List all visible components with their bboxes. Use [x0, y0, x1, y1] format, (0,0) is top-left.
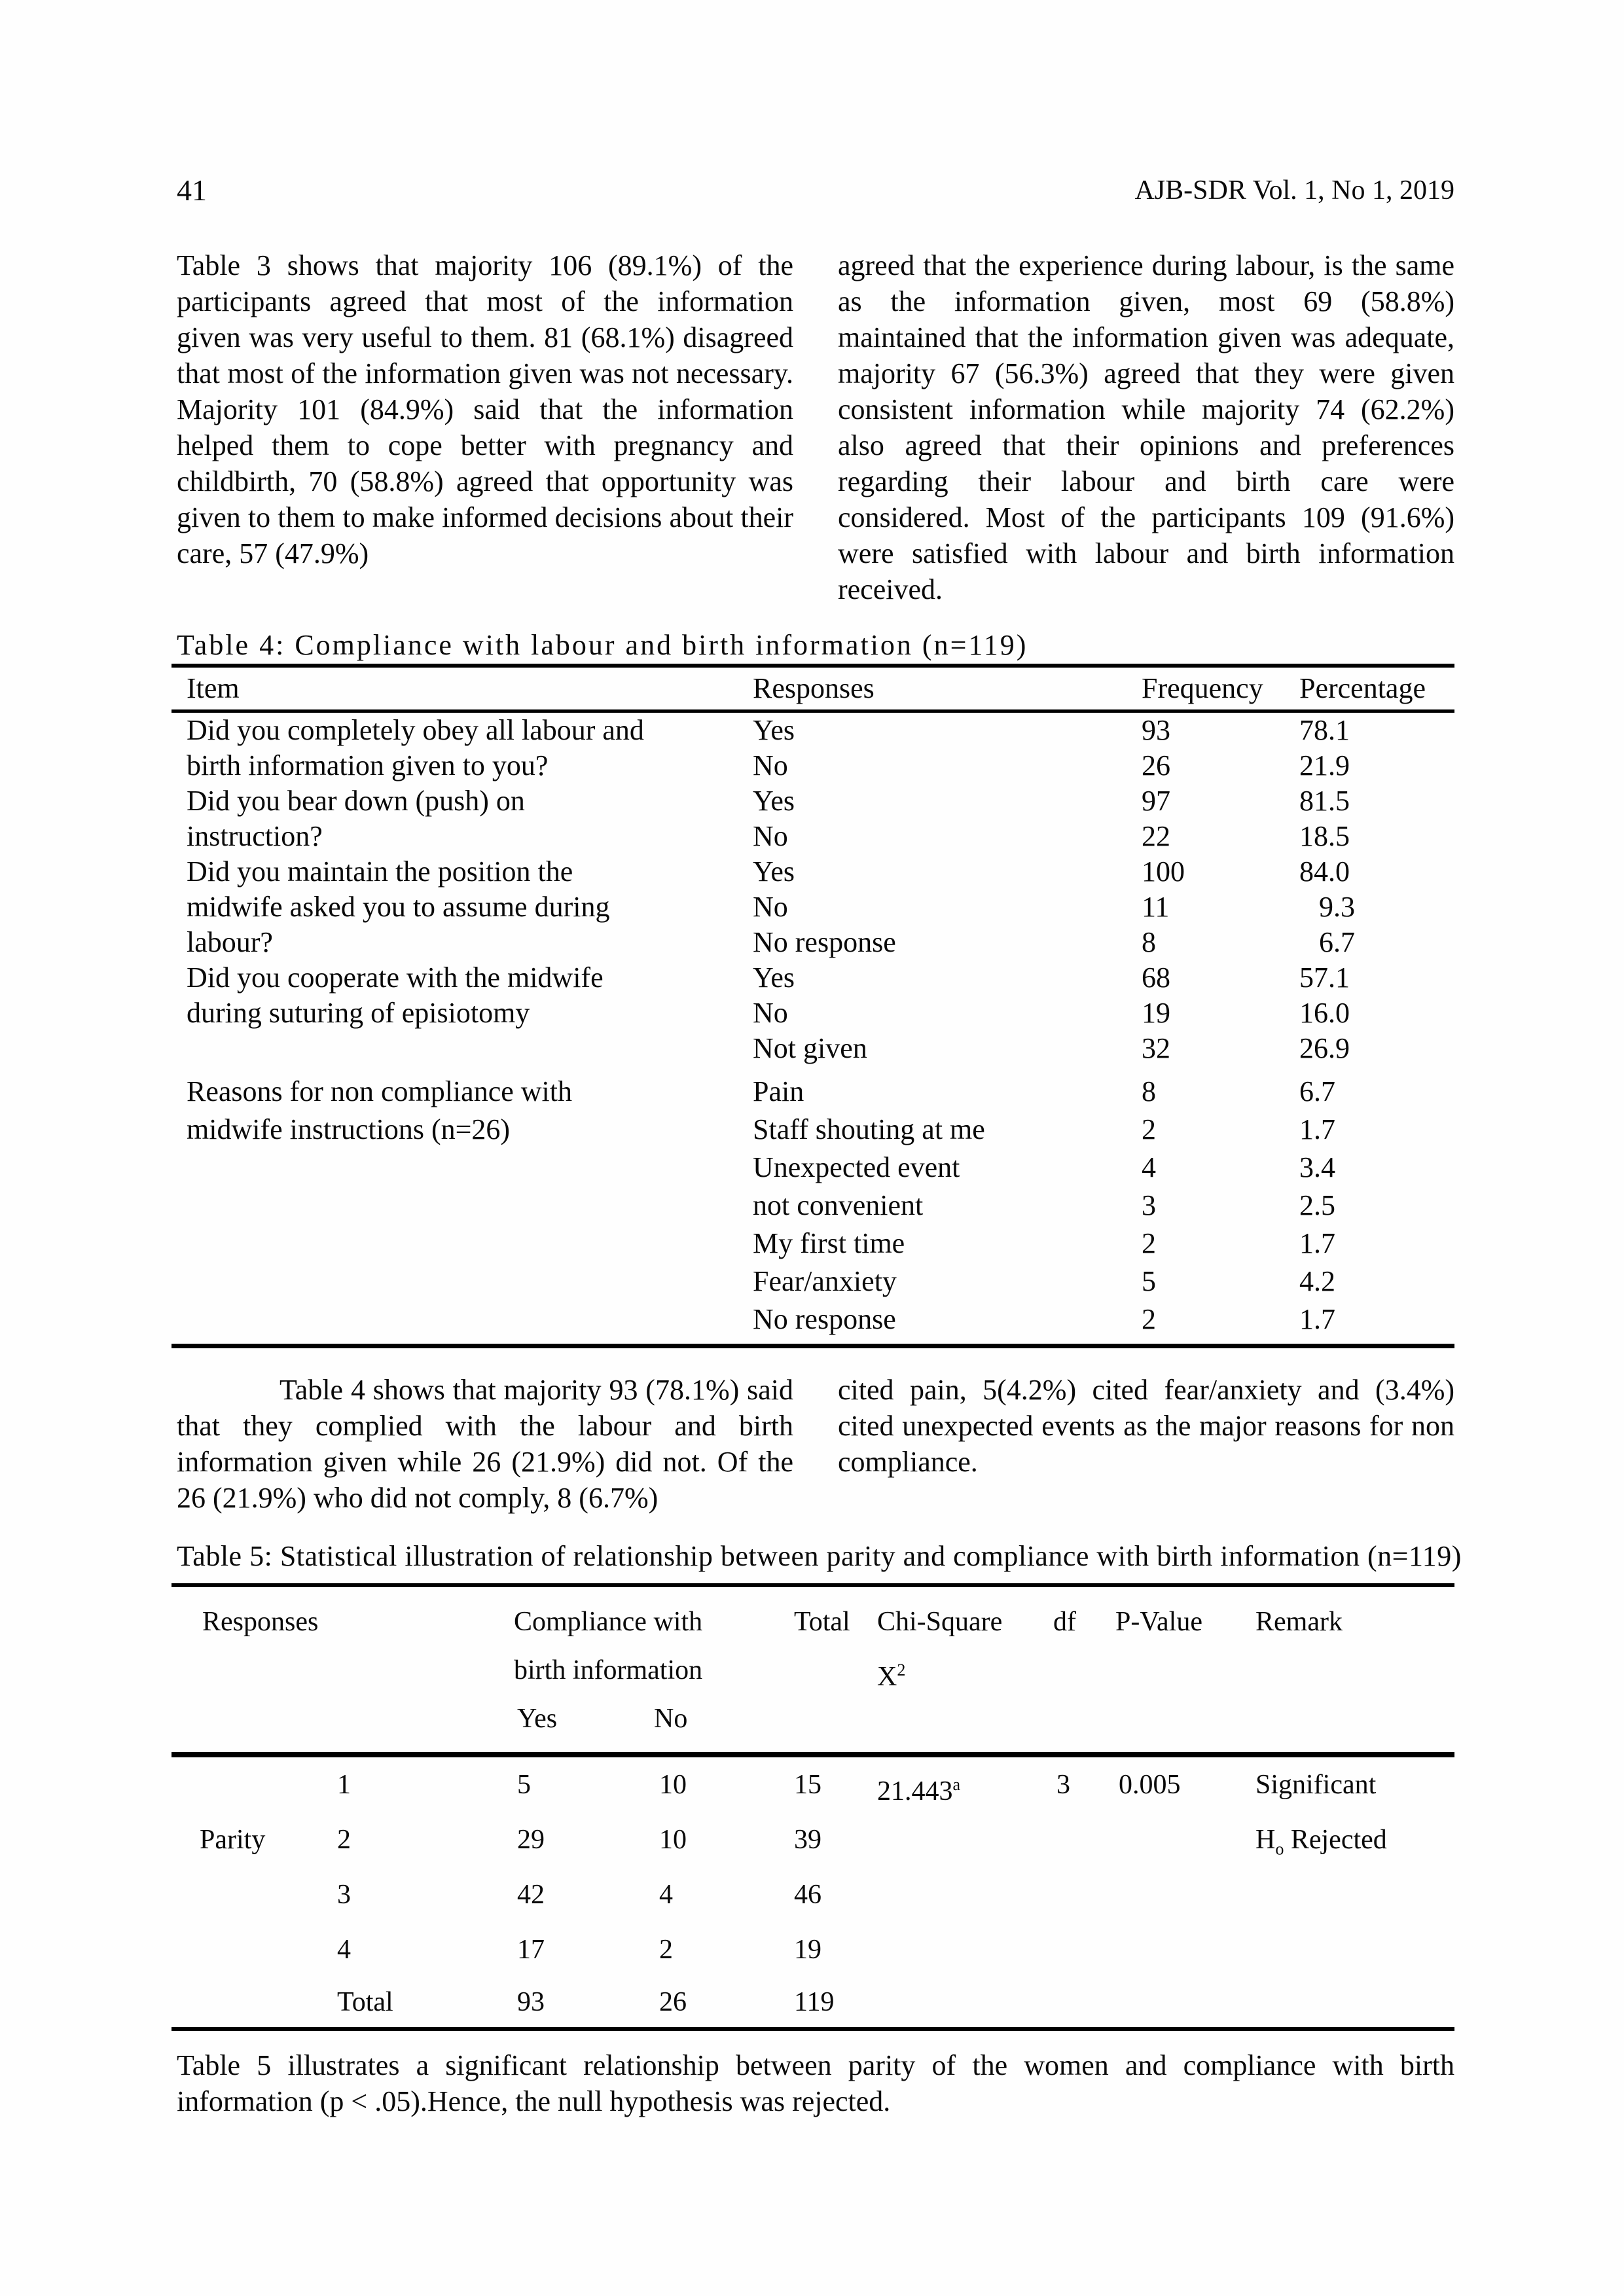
- chi-superscript: 2: [897, 1660, 906, 1679]
- table4-frequency-cell: 93: [1142, 714, 1170, 746]
- table4-item-cell: labour?: [187, 926, 273, 958]
- table-row: [171, 1225, 1454, 1263]
- table-row: [171, 1073, 1454, 1111]
- table4-percentage-cell: 4.2: [1299, 1265, 1335, 1297]
- table4-percentage-cell: 3.4: [1299, 1151, 1335, 1183]
- page-number: 41: [177, 173, 207, 207]
- table4-frequency-cell: 11: [1142, 891, 1170, 923]
- table-row: [171, 713, 1454, 748]
- table4-response-cell: No response: [753, 1303, 896, 1335]
- table4-frequency-cell: 22: [1142, 820, 1170, 852]
- table4-percentage-cell: 26.9: [1299, 1032, 1350, 1064]
- table4-response-cell: not convenient: [753, 1189, 924, 1221]
- table5-yes-cell: 5: [517, 1770, 531, 1800]
- table-row: [171, 819, 1454, 854]
- table5-parity-cell: 4: [337, 1935, 351, 1965]
- table5-header-chi-symbol: [877, 1654, 905, 1693]
- table-row: [171, 1977, 1454, 2027]
- table-row: [171, 748, 1454, 783]
- chi-value-superscript: a: [952, 1775, 961, 1794]
- table5-total-cell: 19: [794, 1935, 821, 1965]
- table5-no-cell: 26: [659, 1987, 687, 2017]
- table4-response-cell: No response: [753, 926, 896, 958]
- table4-percentage-cell: 2.5: [1299, 1189, 1335, 1221]
- table-row: [171, 1757, 1454, 1812]
- table5-yes-cell: 17: [517, 1935, 545, 1965]
- table4-response-cell: Fear/anxiety: [753, 1265, 897, 1297]
- table4-response-cell: No: [753, 997, 788, 1029]
- table4-frequency-cell: 2: [1142, 1113, 1156, 1145]
- table4-frequency-cell: 32: [1142, 1032, 1170, 1064]
- table4-frequency-cell: 100: [1142, 855, 1185, 888]
- table4-frequency-cell: 2: [1142, 1227, 1156, 1259]
- table-row: [171, 1300, 1454, 1338]
- table4-item-cell: Did you bear down (push) on: [187, 785, 525, 817]
- table-row: [171, 889, 1454, 925]
- table-row: [171, 1812, 1454, 1867]
- table5-p-cell: 0.005: [1119, 1770, 1181, 1800]
- table5-header-p-value: P-Value: [1115, 1607, 1202, 1637]
- table5-header-row-2: [171, 1654, 1454, 1702]
- table5-header-remark: Remark: [1255, 1607, 1343, 1637]
- table5-header-row-3: [171, 1702, 1454, 1752]
- table4-percentage-cell: 6.7: [1319, 926, 1355, 958]
- table4-percentage-cell: 1.7: [1299, 1227, 1335, 1259]
- table5-header-compliance-line1: Compliance with: [514, 1607, 703, 1637]
- table5-discussion-paragraph: Table 5 illustrates a significant relationship between parity of the women and compliance with birth information (p < .05).Hence, the null hypothesis was rejected.: [177, 2049, 1454, 2117]
- table4-response-cell: Unexpected event: [753, 1151, 960, 1183]
- table5-parity-cell: 3: [337, 1880, 351, 1910]
- table4-discussion-left-column: Table 4 shows that majority 93 (78.1%) said that they complied with the labour and birth information given while 26 (21.9%) did not. Of the 26 (21.9%) who did not comply, 8 (6.7%): [177, 1374, 793, 1514]
- table4-frequency-cell: 8: [1142, 1075, 1156, 1107]
- table5-total-cell: 119: [794, 1987, 835, 2017]
- table4-frequency-cell: 4: [1142, 1151, 1156, 1183]
- table4-percentage-cell: 57.1: [1299, 961, 1350, 994]
- remark-rest: Rejected: [1284, 1825, 1387, 1855]
- table5-parity-cell: 1: [337, 1770, 351, 1800]
- table4-header-frequency: Frequency: [1142, 672, 1263, 704]
- remark-subscript: o: [1275, 1839, 1284, 1859]
- table5-mid-rule: [171, 1752, 1454, 1757]
- table5-remark-cell: Significant: [1255, 1770, 1377, 1800]
- table4-response-cell: Yes: [753, 785, 795, 817]
- table-row: [171, 1111, 1454, 1149]
- table5-header-total: Total: [794, 1607, 850, 1637]
- table4-frequency-cell: 97: [1142, 785, 1170, 817]
- table4-discussion-right-column: cited pain, 5(4.2%) cited fear/anxiety and (3.4%) cited unexpected events as the major reasons for non compliance.: [838, 1374, 1454, 1478]
- table4-discussion-paragraph: [177, 1372, 1454, 1516]
- table4-frequency-cell: 3: [1142, 1189, 1156, 1221]
- table4-percentage-cell: 84.0: [1299, 855, 1350, 888]
- table4-percentage-cell: 21.9: [1299, 749, 1350, 781]
- table4: [171, 664, 1454, 1348]
- table4-item-cell: birth information given to you?: [187, 749, 549, 781]
- table4-frequency-cell: 19: [1142, 997, 1170, 1029]
- table5-chi-value: [877, 1757, 960, 1819]
- table4-frequency-cell: 5: [1142, 1265, 1156, 1297]
- table4-bottom-rule: [171, 1344, 1454, 1348]
- table5-total-cell: 46: [794, 1880, 821, 1910]
- table4-frequency-cell: 68: [1142, 961, 1170, 994]
- table4-response-cell: No: [753, 820, 788, 852]
- table4-percentage-cell: 18.5: [1299, 820, 1350, 852]
- table5-yes-cell: 93: [517, 1987, 545, 2017]
- table-row: [171, 854, 1454, 889]
- table-row: [171, 783, 1454, 819]
- table5-no-cell: 4: [659, 1880, 673, 1910]
- table4-percentage-cell: 1.7: [1299, 1113, 1335, 1145]
- table4-header-item: Item: [187, 672, 240, 704]
- table5-header-responses: Responses: [202, 1607, 319, 1637]
- intro-paragraph: [177, 247, 1454, 607]
- remark-base: H: [1255, 1825, 1276, 1855]
- table4-response-cell: Yes: [753, 714, 795, 746]
- table4-header-row: [171, 668, 1454, 709]
- table5-subheader-no: No: [654, 1704, 688, 1734]
- table5-header-compliance-line2: birth information: [514, 1655, 703, 1685]
- table-row: [171, 960, 1454, 996]
- table4-item-cell: midwife instructions (n=26): [187, 1113, 511, 1145]
- table-row: [171, 996, 1454, 1031]
- table5: [171, 1583, 1454, 2031]
- table4-response-cell: Staff shouting at me: [753, 1113, 985, 1145]
- table5-no-cell: 10: [659, 1825, 687, 1855]
- table5-no-cell: 10: [659, 1770, 687, 1800]
- table4-item-cell: Did you maintain the position the: [187, 855, 573, 888]
- table5-total-cell: 39: [794, 1825, 821, 1855]
- table4-item-cell: midwife asked you to assume during: [187, 891, 610, 923]
- table4-frequency-cell: 8: [1142, 926, 1156, 958]
- chi-base: X: [877, 1662, 897, 1692]
- intro-paragraph-right-column: agreed that the experience during labour, is the same as the information given, most 69 (58.8%) maintained that the information given was adequate, majority 67 (56.3%) agreed that they were given consistent information while majority 74 (62.2%) also agreed that their opinions and preferences regarding their labour and birth care were considered. Most of the participants 109 (91.6%) were satisfied with labour and birth information received.: [838, 249, 1454, 605]
- table5-caption: Table 5: Statistical illustration of relationship between parity and compliance with birth information (n=119): [177, 1540, 1462, 1572]
- table4-response-cell: Yes: [753, 961, 795, 994]
- table5-df-cell: 3: [1056, 1770, 1070, 1800]
- table5-header-row-1: [171, 1587, 1454, 1654]
- table4-item-cell: during suturing of episiotomy: [187, 997, 530, 1029]
- table4-header-percentage: Percentage: [1299, 672, 1426, 704]
- intro-paragraph-left-column: Table 3 shows that majority 106 (89.1%) of the participants agreed that most of the information given was very useful to them. 81 (68.1%) disagreed that most of the information given was not necessary. Majority 101 (84.9%) said that the information helped them to cope better with pregnancy and childbirth, 70 (58.8%) agreed that opportunity was given to them to make informed decisions about their care, 57 (47.9%): [177, 249, 793, 569]
- table4-percentage-cell: 6.7: [1299, 1075, 1335, 1107]
- table4-caption: Table 4: Compliance with labour and birth information (n=119): [177, 629, 1028, 661]
- table4-response-cell: Yes: [753, 855, 795, 888]
- table-row: [171, 1922, 1454, 1977]
- table-row: [171, 1149, 1454, 1187]
- table5-subheader-yes: Yes: [517, 1704, 558, 1734]
- table5-header-df: df: [1053, 1607, 1076, 1637]
- table-row: [171, 1031, 1454, 1066]
- table-row: [171, 1263, 1454, 1300]
- table4-item-cell: Reasons for non compliance with: [187, 1075, 572, 1107]
- table-row: [171, 925, 1454, 960]
- table-row: [171, 1187, 1454, 1225]
- table5-group-label: Parity: [200, 1825, 266, 1855]
- table4-percentage-cell: 9.3: [1319, 891, 1355, 923]
- table4-response-cell: Pain: [753, 1075, 804, 1107]
- table5-yes-cell: 42: [517, 1880, 545, 1910]
- table4-response-cell: Not given: [753, 1032, 867, 1064]
- table-row: [171, 1867, 1454, 1922]
- table4-response-cell: No: [753, 749, 788, 781]
- chi-value-base: 21.443: [877, 1776, 953, 1806]
- table5-total-cell: 15: [794, 1770, 821, 1800]
- table4-frequency-cell: 2: [1142, 1303, 1156, 1335]
- table5-parity-cell: Total: [337, 1987, 393, 2017]
- table5-parity-cell: 2: [337, 1825, 351, 1855]
- table5-yes-cell: 29: [517, 1825, 545, 1855]
- journal-header: AJB-SDR Vol. 1, No 1, 2019: [1134, 175, 1454, 206]
- table4-frequency-cell: 26: [1142, 749, 1170, 781]
- table5-bottom-rule: [171, 2027, 1454, 2031]
- table4-percentage-cell: 16.0: [1299, 997, 1350, 1029]
- table4-header-responses: Responses: [753, 672, 875, 704]
- table4-percentage-cell: 1.7: [1299, 1303, 1335, 1335]
- table4-response-cell: My first time: [753, 1227, 905, 1259]
- table4-item-cell: Did you cooperate with the midwife: [187, 961, 604, 994]
- table5-header-chi-square: Chi-Square: [877, 1607, 1003, 1637]
- table4-response-cell: No: [753, 891, 788, 923]
- page-header: [177, 171, 1454, 209]
- table4-percentage-cell: 81.5: [1299, 785, 1350, 817]
- table4-item-cell: Did you completely obey all labour and: [187, 714, 644, 746]
- table4-percentage-cell: 78.1: [1299, 714, 1350, 746]
- table5-no-cell: 2: [659, 1935, 673, 1965]
- table4-item-cell: instruction?: [187, 820, 323, 852]
